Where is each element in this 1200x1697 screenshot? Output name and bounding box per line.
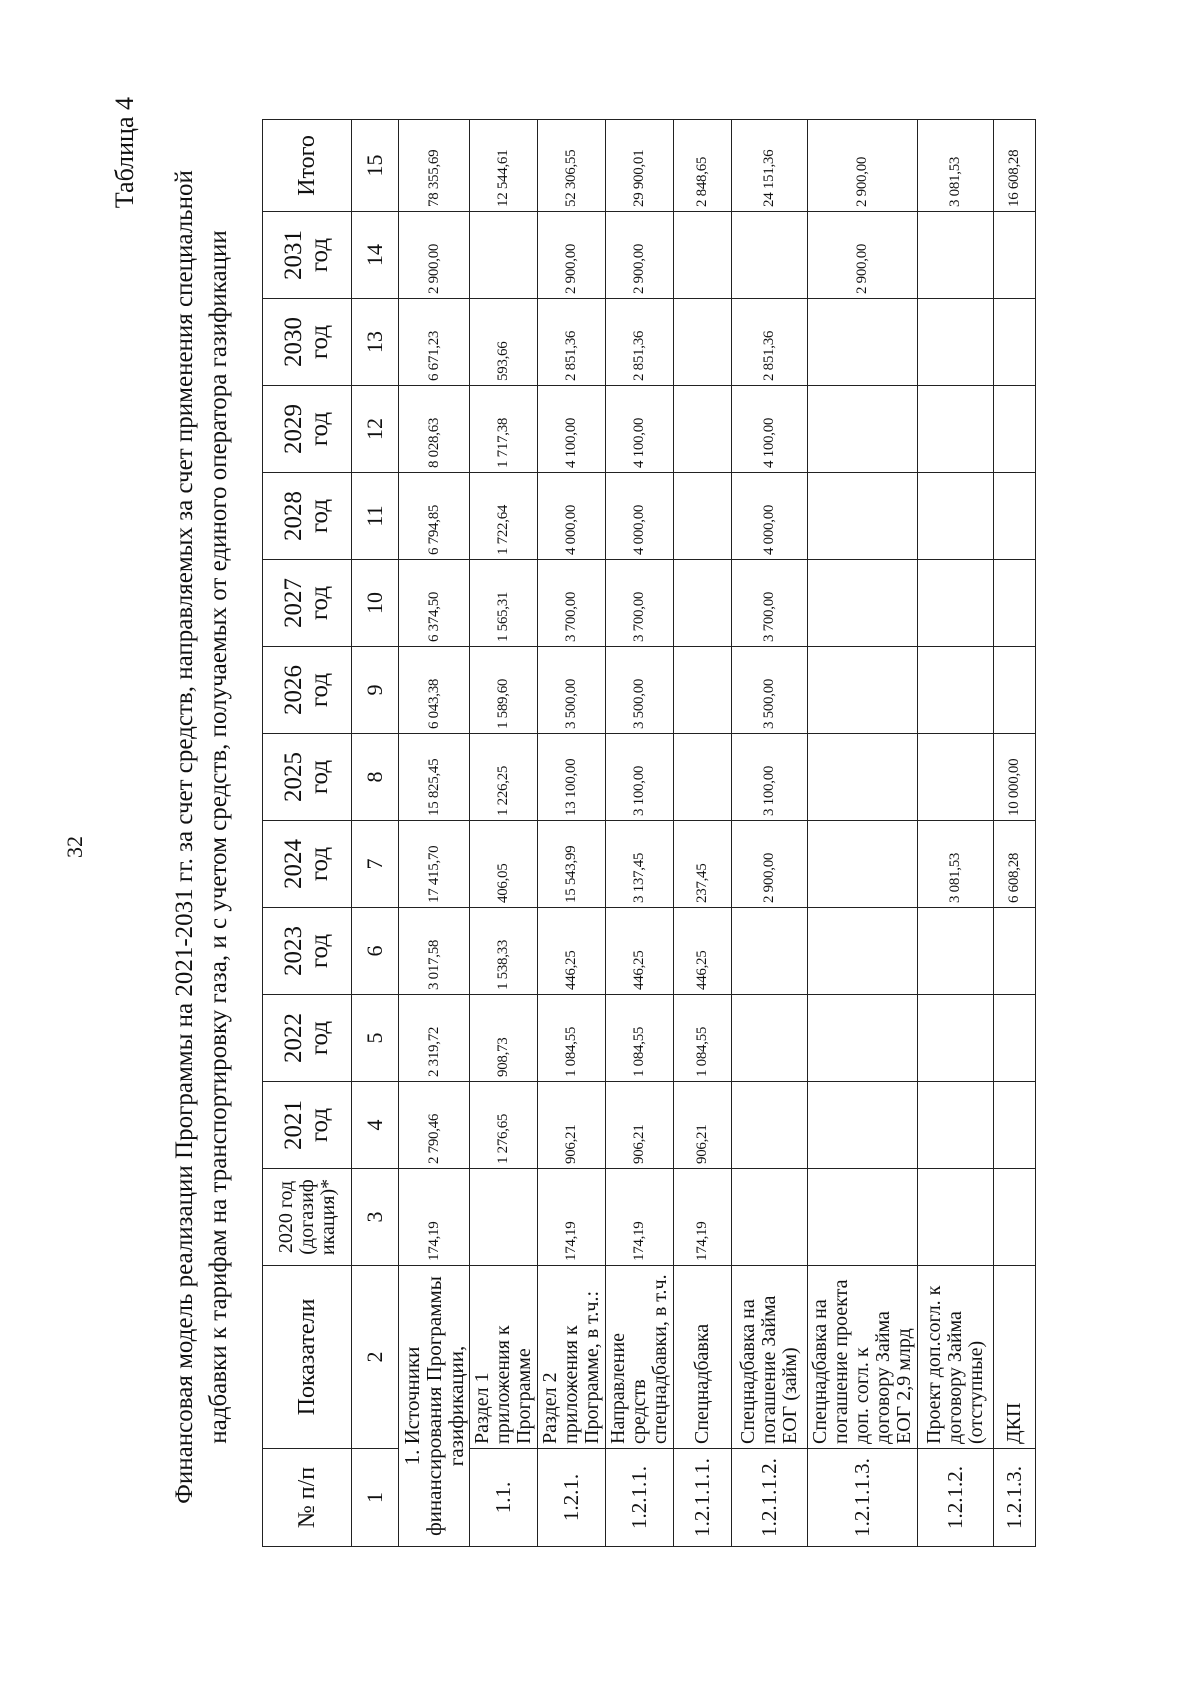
indicator-cell: Направление средств спецнадбавки, в т.ч.: [606, 1266, 674, 1449]
value-cell: 24 151,36: [732, 120, 808, 212]
table-body: [399, 120, 1036, 1547]
column-index-cell: 9: [352, 647, 399, 734]
value-cell: 446,25: [674, 908, 732, 995]
value-cell: 3 100,00: [732, 734, 808, 821]
value-cell: 29 900,01: [606, 120, 674, 212]
financial-model-table: [262, 119, 1036, 1547]
value-cell: 12 544,61: [470, 120, 538, 212]
value-cell: [918, 473, 994, 560]
column-header: № п/п: [263, 1449, 352, 1547]
table-row: [918, 120, 994, 1547]
value-cell: 1 276,65: [470, 1082, 538, 1169]
column-index-cell: 3: [352, 1169, 399, 1266]
value-cell: [470, 212, 538, 299]
indicator-cell: Спецнадбавка на погашение проекта доп. согл. к договору Займа ЕОГ 2,9 млрд: [808, 1266, 918, 1449]
document-title: [168, 127, 236, 1547]
value-cell: 2 900,00: [606, 212, 674, 299]
value-cell: [808, 299, 918, 386]
value-cell: 17 415,70: [399, 821, 470, 908]
value-cell: 4 100,00: [538, 386, 606, 473]
value-cell: 16 608,28: [994, 120, 1036, 212]
value-cell: 4 100,00: [732, 386, 808, 473]
value-cell: [994, 473, 1036, 560]
value-cell: 52 306,55: [538, 120, 606, 212]
value-cell: [732, 212, 808, 299]
column-index-cell: 6: [352, 908, 399, 995]
indicator-cell: ДКП: [994, 1266, 1036, 1449]
value-cell: [918, 560, 994, 647]
column-header: 2021 год: [263, 1082, 352, 1169]
value-cell: 3 500,00: [538, 647, 606, 734]
value-cell: 6 794,85: [399, 473, 470, 560]
value-cell: 237,45: [674, 821, 732, 908]
value-cell: [994, 212, 1036, 299]
value-cell: [994, 995, 1036, 1082]
indicator-cell: Спецнадбавка на погашение Займа ЕОГ (займ): [732, 1266, 808, 1449]
value-cell: 3 500,00: [606, 647, 674, 734]
value-cell: 174,19: [399, 1169, 470, 1266]
column-index-cell: 2: [352, 1266, 399, 1449]
table-row: [399, 120, 470, 1547]
row-number-cell: 1.2.1.2.: [918, 1449, 994, 1547]
value-cell: 3 137,45: [606, 821, 674, 908]
value-cell: [808, 386, 918, 473]
column-index-cell: 11: [352, 473, 399, 560]
table-row: [606, 120, 674, 1547]
value-cell: 1 084,55: [674, 995, 732, 1082]
value-cell: [918, 299, 994, 386]
value-cell: 3 500,00: [732, 647, 808, 734]
value-cell: 906,21: [538, 1082, 606, 1169]
row-number-cell: 1.2.1.1.1.: [674, 1449, 732, 1547]
column-header: 2020 год (догазиф икация)*: [263, 1169, 352, 1266]
value-cell: [808, 1169, 918, 1266]
value-cell: [994, 1169, 1036, 1266]
value-cell: 2 900,00: [538, 212, 606, 299]
value-cell: [808, 560, 918, 647]
indicator-cell: Раздел 2 приложения к Программе, в т.ч.:: [538, 1266, 606, 1449]
value-cell: [918, 386, 994, 473]
indicator-cell: Проект доп.согл. к договору Займа (отступные): [918, 1266, 994, 1449]
value-cell: [674, 299, 732, 386]
value-cell: 6 671,23: [399, 299, 470, 386]
column-header: 2030 год: [263, 299, 352, 386]
value-cell: [674, 212, 732, 299]
row-number-cell: 1.2.1.3.: [994, 1449, 1036, 1547]
value-cell: [674, 560, 732, 647]
value-cell: 2 851,36: [732, 299, 808, 386]
column-index-cell: 8: [352, 734, 399, 821]
value-cell: [732, 1169, 808, 1266]
value-cell: 10 000,00: [994, 734, 1036, 821]
table-row: [674, 120, 732, 1547]
value-cell: [808, 734, 918, 821]
value-cell: [918, 995, 994, 1082]
value-cell: 1 084,55: [606, 995, 674, 1082]
row-number-cell: 1.2.1.1.: [606, 1449, 674, 1547]
column-header: Показатели: [263, 1266, 352, 1449]
value-cell: 593,66: [470, 299, 538, 386]
value-cell: [732, 995, 808, 1082]
column-index-cell: 14: [352, 212, 399, 299]
value-cell: 6 374,50: [399, 560, 470, 647]
indicator-cell: Раздел 1 приложения к Программе: [470, 1266, 538, 1449]
table-row: [470, 120, 538, 1547]
column-header: 2022 год: [263, 995, 352, 1082]
value-cell: 3 017,58: [399, 908, 470, 995]
value-cell: [808, 473, 918, 560]
value-cell: [808, 908, 918, 995]
value-cell: 6 608,28: [994, 821, 1036, 908]
page-number: 32: [62, 836, 87, 858]
column-header: 2025 год: [263, 734, 352, 821]
table-label: Таблица 4: [110, 97, 139, 209]
value-cell: 1 565,31: [470, 560, 538, 647]
value-cell: 3 700,00: [606, 560, 674, 647]
value-cell: [918, 908, 994, 995]
value-cell: 406,05: [470, 821, 538, 908]
value-cell: 174,19: [674, 1169, 732, 1266]
column-index-cell: 7: [352, 821, 399, 908]
value-cell: 2 319,72: [399, 995, 470, 1082]
value-cell: 3 700,00: [538, 560, 606, 647]
value-cell: [994, 908, 1036, 995]
row-number-cell: 1.1.: [470, 1449, 538, 1547]
column-index-row: [352, 120, 399, 1547]
column-header: Итого: [263, 120, 352, 212]
column-index-cell: 4: [352, 1082, 399, 1169]
value-cell: [674, 473, 732, 560]
value-cell: [918, 1082, 994, 1169]
column-index-cell: 1: [352, 1449, 399, 1547]
value-cell: 1 084,55: [538, 995, 606, 1082]
value-cell: [994, 647, 1036, 734]
value-cell: 2 900,00: [808, 120, 918, 212]
value-cell: 908,73: [470, 995, 538, 1082]
indicator-cell: 1. Источники финансирования Программы газификации,: [399, 1266, 470, 1547]
value-cell: [732, 1082, 808, 1169]
value-cell: 3 700,00: [732, 560, 808, 647]
value-cell: 3 100,00: [606, 734, 674, 821]
value-cell: 446,25: [538, 908, 606, 995]
value-cell: 3 081,53: [918, 120, 994, 212]
row-number-cell: 1.2.1.1.2.: [732, 1449, 808, 1547]
column-header: 2024 год: [263, 821, 352, 908]
table-row: [538, 120, 606, 1547]
value-cell: [918, 1169, 994, 1266]
value-cell: 6 043,38: [399, 647, 470, 734]
value-cell: [808, 647, 918, 734]
value-cell: 2 848,65: [674, 120, 732, 212]
value-cell: 78 355,69: [399, 120, 470, 212]
column-header: 2023 год: [263, 908, 352, 995]
value-cell: 906,21: [674, 1082, 732, 1169]
value-cell: 174,19: [606, 1169, 674, 1266]
title-line-2: надбавки к тарифам на транспортировку газа, и с учетом средств, получаемых от единого оператора газификации: [205, 230, 232, 1444]
column-index-cell: 15: [352, 120, 399, 212]
row-number-cell: 1.2.1.1.3.: [808, 1449, 918, 1547]
value-cell: [994, 560, 1036, 647]
value-cell: 8 028,63: [399, 386, 470, 473]
value-cell: [732, 908, 808, 995]
column-header: 2031 год: [263, 212, 352, 299]
value-cell: [918, 647, 994, 734]
table-row: [808, 120, 918, 1547]
value-cell: 4 000,00: [538, 473, 606, 560]
indicator-cell: Спецнадбавка: [674, 1266, 732, 1449]
value-cell: 1 589,60: [470, 647, 538, 734]
value-cell: 1 226,25: [470, 734, 538, 821]
value-cell: [808, 1082, 918, 1169]
value-cell: [994, 1082, 1036, 1169]
value-cell: 906,21: [606, 1082, 674, 1169]
value-cell: [994, 299, 1036, 386]
value-cell: 3 081,53: [918, 821, 994, 908]
column-index-cell: 10: [352, 560, 399, 647]
value-cell: [674, 734, 732, 821]
column-header: 2026 год: [263, 647, 352, 734]
header-row: [263, 120, 352, 1547]
value-cell: [808, 821, 918, 908]
value-cell: 15 825,45: [399, 734, 470, 821]
value-cell: 174,19: [538, 1169, 606, 1266]
value-cell: 2 851,36: [538, 299, 606, 386]
value-cell: 2 851,36: [606, 299, 674, 386]
value-cell: 1 538,33: [470, 908, 538, 995]
value-cell: [808, 995, 918, 1082]
value-cell: 1 717,38: [470, 386, 538, 473]
value-cell: [918, 734, 994, 821]
value-cell: 15 543,99: [538, 821, 606, 908]
value-cell: 4 100,00: [606, 386, 674, 473]
table-row: [994, 120, 1036, 1547]
value-cell: 2 900,00: [808, 212, 918, 299]
value-cell: 4 000,00: [732, 473, 808, 560]
column-header: 2029 год: [263, 386, 352, 473]
value-cell: [918, 212, 994, 299]
table-row: [732, 120, 808, 1547]
value-cell: [994, 386, 1036, 473]
value-cell: 2 900,00: [399, 212, 470, 299]
row-number-cell: 1.2.1.: [538, 1449, 606, 1547]
value-cell: 446,25: [606, 908, 674, 995]
value-cell: 2 900,00: [732, 821, 808, 908]
value-cell: [470, 1169, 538, 1266]
column-index-cell: 12: [352, 386, 399, 473]
value-cell: 4 000,00: [606, 473, 674, 560]
value-cell: [674, 386, 732, 473]
value-cell: 2 790,46: [399, 1082, 470, 1169]
column-index-cell: 5: [352, 995, 399, 1082]
title-line-1: Финансовая модель реализации Программы на 2021-2031 гг. за счет средств, направляемых за счет применения специальной: [171, 170, 198, 1504]
column-header: 2028 год: [263, 473, 352, 560]
value-cell: 1 722,64: [470, 473, 538, 560]
column-index-cell: 13: [352, 299, 399, 386]
value-cell: [674, 647, 732, 734]
value-cell: 13 100,00: [538, 734, 606, 821]
column-header: 2027 год: [263, 560, 352, 647]
